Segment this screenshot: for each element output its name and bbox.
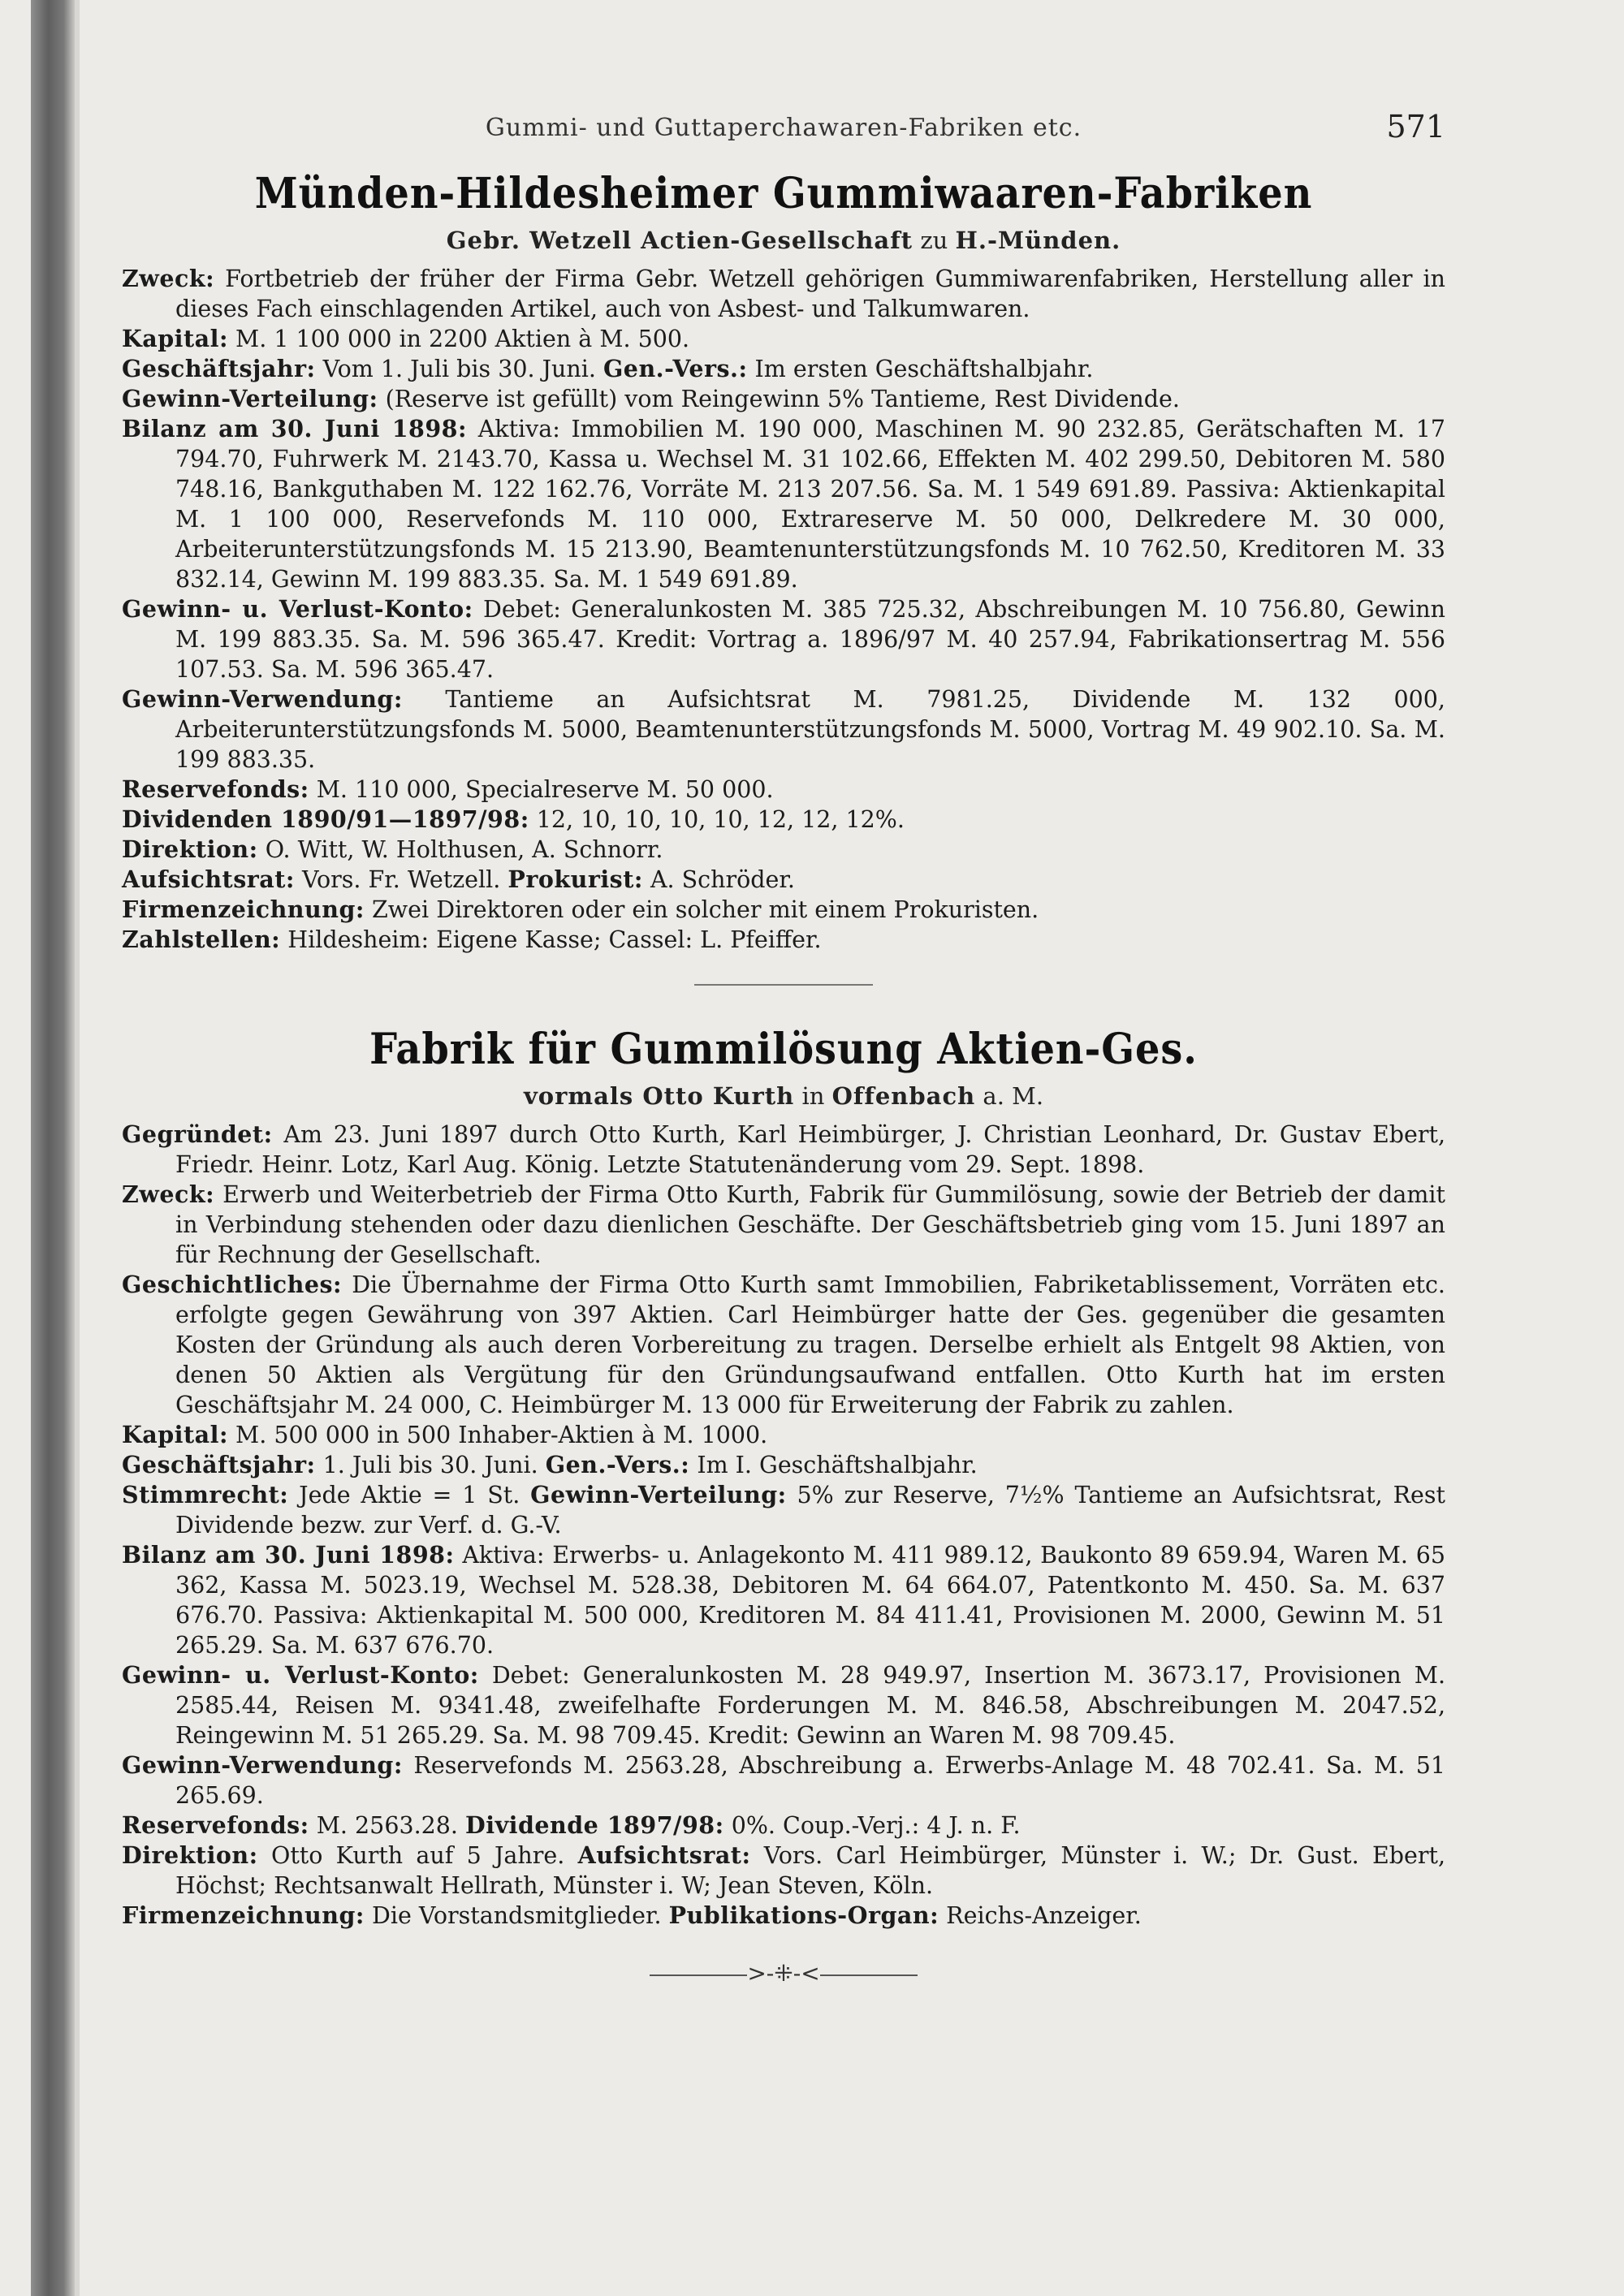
entry-label-secondary: Gewinn-Verteilung: [530, 1481, 787, 1508]
entry-paragraph [122, 684, 1445, 775]
company-subtitle-1 [122, 227, 1445, 254]
entry-label: Bilanz am 30. Juni 1898: [122, 1541, 455, 1569]
entry-paragraph [122, 1270, 1445, 1420]
entry-paragraph [122, 1420, 1445, 1450]
running-header [122, 106, 1445, 154]
entry-label-secondary: Gen.-Vers.: [603, 355, 748, 382]
entry-text: Vom 1. Juli bis 30. Juni. [322, 356, 596, 382]
entry-paragraph [122, 324, 1445, 354]
book-spine-shadow [31, 0, 75, 2296]
entry-text: M. 110 000, Specialreserve M. 50 000. [316, 776, 774, 803]
entry-paragraph [122, 775, 1445, 805]
entry-label-secondary: Prokurist: [508, 865, 643, 893]
entry-paragraph [122, 805, 1445, 835]
company-title-2: Fabrik für Gummilösung Aktien-Ges. [369, 1025, 1198, 1074]
entry-text: O. Witt, W. Holthusen, A. Schnorr. [265, 836, 663, 863]
entry-label: Gewinn-Verwendung: [122, 1751, 403, 1779]
entry-paragraph [122, 895, 1445, 925]
entry-text: (Reserve ist gefüllt) vom Reingewinn 5% Tantieme, Rest Dividende. [385, 386, 1180, 412]
company-subtitle-2 [122, 1082, 1445, 1110]
entry-text-secondary: 0%. Coup.-Verj.: 4 J. n. F. [731, 1812, 1021, 1839]
entry-text: Jede Aktie = 1 St. [299, 1482, 520, 1508]
entry-text: M. 2563.28. [316, 1812, 458, 1839]
entry-label: Zweck: [122, 1180, 215, 1208]
entry-paragraph [122, 1750, 1445, 1810]
entry-label: Stimmrecht: [122, 1481, 289, 1508]
entry-label: Gegründet: [122, 1120, 273, 1148]
entry-paragraph [122, 384, 1445, 414]
entry-text: Vors. Fr. Wetzell. [301, 866, 501, 893]
entry-text-secondary: A. Schröder. [650, 866, 795, 893]
company-title-1: Münden-Hildesheimer Gummiwaaren-Fabriken [254, 169, 1313, 218]
entry-label: Gewinn- u. Verlust-Konto: [122, 595, 473, 623]
entry-paragraph [122, 865, 1445, 895]
entry-label-secondary: Gen.-Vers.: [545, 1451, 690, 1478]
entry-text: Reservefonds M. 2563.28, Abschreibung a. Erwerbs-Anlage M. 48 702.41. Sa. M. 51 265.69. [175, 1752, 1446, 1809]
entry-label: Direktion: [122, 835, 258, 863]
entry-label: Firmenzeichnung: [122, 1901, 365, 1929]
subtitle-place: H.-Münden. [955, 227, 1121, 254]
entry-label: Gewinn-Verwendung: [122, 685, 403, 713]
entry-label: Dividenden 1890/91—1897/98: [122, 805, 529, 833]
entry-label: Bilanz am 30. Juni 1898: [122, 415, 468, 442]
entries-section-1 [122, 264, 1445, 955]
entry-text: M. 1 100 000 in 2200 Aktien à M. 500. [235, 326, 690, 352]
entry-text: Debet: Generalunkosten M. 28 949.97, Insertion M. 3673.17, Provisionen M. 2585.44, Reisen M. 9341.48, zweifelhafte Forderungen M. M. 846.58, Abschreibungen M. 2047.52, Reingewinn M. 51 265.29. Sa. M. 98 709.45. Kredit: Gewinn an Waren M. 98 709.45. [175, 1662, 1446, 1749]
entry-label: Gewinn-Verteilung: [122, 385, 378, 412]
entry-paragraph [122, 1180, 1445, 1270]
entry-paragraph [122, 354, 1445, 384]
entries-section-2 [122, 1120, 1445, 1931]
entry-label: Direktion: [122, 1841, 258, 1869]
entry-paragraph [122, 925, 1445, 955]
entry-label: Geschichtliches: [122, 1271, 343, 1298]
entry-paragraph [122, 835, 1445, 865]
entry-paragraph [122, 594, 1445, 684]
entry-paragraph [122, 1540, 1445, 1660]
entry-label-secondary: Aufsichtsrat: [577, 1841, 751, 1869]
entry-text-secondary: 5% zur Reserve, 7½% Tantieme an Aufsichtsrat, Rest Dividende bezw. zur Verf. d. G.-V. [175, 1482, 1445, 1539]
entry-paragraph [122, 1810, 1445, 1841]
entry-paragraph [122, 264, 1445, 324]
subtitle-firm: Gebr. Wetzell Actien-Gesellschaft [446, 227, 914, 254]
entry-text: Debet: Generalunkosten M. 385 725.32, Abschreibungen M. 10 756.80, Gewinn M. 199 883.35. Sa. M. 596 365.47. Kredit: Vortrag a. 1896/97 M. 40 257.94, Fabrikationsertrag M. 556 107.53. Sa. M. 596 365.47. [175, 596, 1446, 683]
entry-label: Zahlstellen: [122, 926, 281, 953]
page-edge [75, 0, 80, 2296]
entry-text: Otto Kurth auf 5 Jahre. [270, 1842, 565, 1869]
entry-text: Erwerb und Weiterbetrieb der Firma Otto Kurth, Fabrik für Gummilösung, sowie der Betrieb der damit in Verbindung stehenden oder dazu dienlichen Geschäfte. Der Geschäftsbetrieb ging vom 15. Juni 1897 an für Rechnung der Gesellschaft. [175, 1181, 1445, 1268]
entry-paragraph [122, 1660, 1445, 1750]
entry-text-secondary: Im ersten Geschäftshalbjahr. [754, 356, 1094, 382]
entry-paragraph [122, 1901, 1445, 1931]
entry-text: Hildesheim: Eigene Kasse; Cassel: L. Pfeiffer. [287, 926, 822, 953]
entry-text: 1. Juli bis 30. Juni. [322, 1452, 538, 1478]
subtitle-firm: vormals Otto Kurth [523, 1082, 795, 1110]
ornament-glyph: >-⁜-< [747, 1960, 820, 1987]
page-content [122, 106, 1445, 1987]
entry-label: Kapital: [122, 1421, 228, 1448]
entry-label: Firmenzeichnung: [122, 896, 365, 923]
entry-text: Fortbetrieb der früher der Firma Gebr. Wetzell gehörigen Gummiwarenfabriken, Herstellung aller in dieses Fach einschlagenden Artikel, auch von Asbest- und Talkumwaren. [175, 265, 1446, 322]
entry-paragraph [122, 414, 1445, 594]
entry-label: Geschäftsjahr: [122, 1451, 316, 1478]
running-title: Gummi- und Guttaperchawaren-Fabriken etc. [485, 114, 1082, 142]
subtitle-place: Offenbach [831, 1082, 976, 1110]
subtitle-connector: in [801, 1082, 825, 1110]
entry-text: Die Vorstandsmitglieder. [371, 1902, 662, 1929]
entry-text: Aktiva: Erwerbs- u. Anlagekonto M. 411 989.12, Baukonto 89 659.94, Waren M. 65 362, Kassa M. 5023.19, Wechsel M. 528.38, Debitoren M. 64 664.07, Patentkonto M. 450. Sa. M. 637 676.70. Passiva: Aktienkapital M. 500 000, Kreditoren M. 84 411.41, Provisionen M. 2000, Gewinn M. 51 265.29. Sa. M. 637 676.70. [175, 1542, 1445, 1659]
entry-label: Reservefonds: [122, 775, 309, 803]
entry-text: Aktiva: Immobilien M. 190 000, Maschinen M. 90 232.85, Gerätschaften M. 17 794.70, Fuhrwerk M. 2143.70, Kassa u. Wechsel M. 31 102.66, Effekten M. 402 299.50, Debitoren M. 580 748.16, Bankguthaben M. 122 162.76, Vorräte M. 213 207.56. Sa. M. 1 549 691.89. Passiva: Aktienkapital M. 1 100 000, Reservefonds M. 110 000, Extrareserve M. 50 000, Delkredere M. 30 000, Arbeiterunterstützungsfonds M. 15 213.90, Beamtenunterstützungsfonds M. 10 762.50, Kreditoren M. 33 832.14, Gewinn M. 199 883.35. Sa. M. 1 549 691.89. [175, 416, 1445, 593]
entry-paragraph [122, 1480, 1445, 1540]
entry-paragraph [122, 1120, 1445, 1180]
entry-text-secondary: Vors. Carl Heimbürger, Münster i. W.; Dr. Gust. Ebert, Höchst; Rechtsanwalt Hellrath, Münster i. W; Jean Steven, Köln. [175, 1842, 1446, 1899]
entry-text: Die Übernahme der Firma Otto Kurth samt Immobilien, Fabriketablissement, Vorräten etc. erfolgte gegen Gewährung von 397 Aktien. Carl Heimbürger hatte der Ges. gegenüber die gesamten Kosten der Gründung als auch deren Vorbereitung zu tragen. Derselbe erhielt als Entgelt 98 Aktien, von denen 50 Aktien als Vergütung für den Gründungsaufwand entfallen. Otto Kurth hat im ersten Geschäftsjahr M. 24 000, C. Heimbürger M. 13 000 für Erweiterung der Fabrik zu zahlen. [175, 1271, 1445, 1418]
entry-paragraph [122, 1450, 1445, 1480]
entry-text: M. 500 000 in 500 Inhaber-Aktien à M. 1000. [235, 1422, 768, 1448]
subtitle-connector: zu [920, 227, 948, 254]
entry-label: Zweck: [122, 265, 215, 292]
entry-label-secondary: Dividende 1897/98: [465, 1811, 724, 1839]
entry-label: Aufsichtsrat: [122, 865, 295, 893]
end-ornament [650, 1960, 918, 1987]
entry-text-secondary: Im I. Geschäftshalbjahr. [697, 1452, 978, 1478]
entry-label: Geschäftsjahr: [122, 355, 316, 382]
entry-label: Kapital: [122, 325, 228, 352]
entry-paragraph [122, 1841, 1445, 1901]
entry-label: Gewinn- u. Verlust-Konto: [122, 1661, 479, 1689]
entry-text: Zwei Direktoren oder ein solcher mit einem Prokuristen. [371, 896, 1039, 923]
entry-label-secondary: Publikations-Organ: [668, 1901, 939, 1929]
page-number: 571 [1386, 109, 1445, 145]
subtitle-tail: a. M. [983, 1082, 1044, 1110]
entry-text: Am 23. Juni 1897 durch Otto Kurth, Karl Heimbürger, J. Christian Leonhard, Dr. Gustav Ebert, Friedr. Heinr. Lotz, Karl Aug. König. Letzte Statutenänderung vom 29. Sept. 1898. [175, 1121, 1446, 1178]
entry-text: Tantieme an Aufsichtsrat M. 7981.25, Dividende M. 132 000, Arbeiterunterstützungsfonds M. 5000, Beamtenunterstützungsfonds M. 5000, Vortrag M. 49 902.10. Sa. M. 199 883.35. [175, 686, 1445, 773]
entry-label: Reservefonds: [122, 1811, 309, 1839]
entry-text-secondary: Reichs-Anzeiger. [946, 1902, 1142, 1929]
entry-text: 12, 10, 10, 10, 10, 12, 12, 12%. [536, 806, 905, 833]
